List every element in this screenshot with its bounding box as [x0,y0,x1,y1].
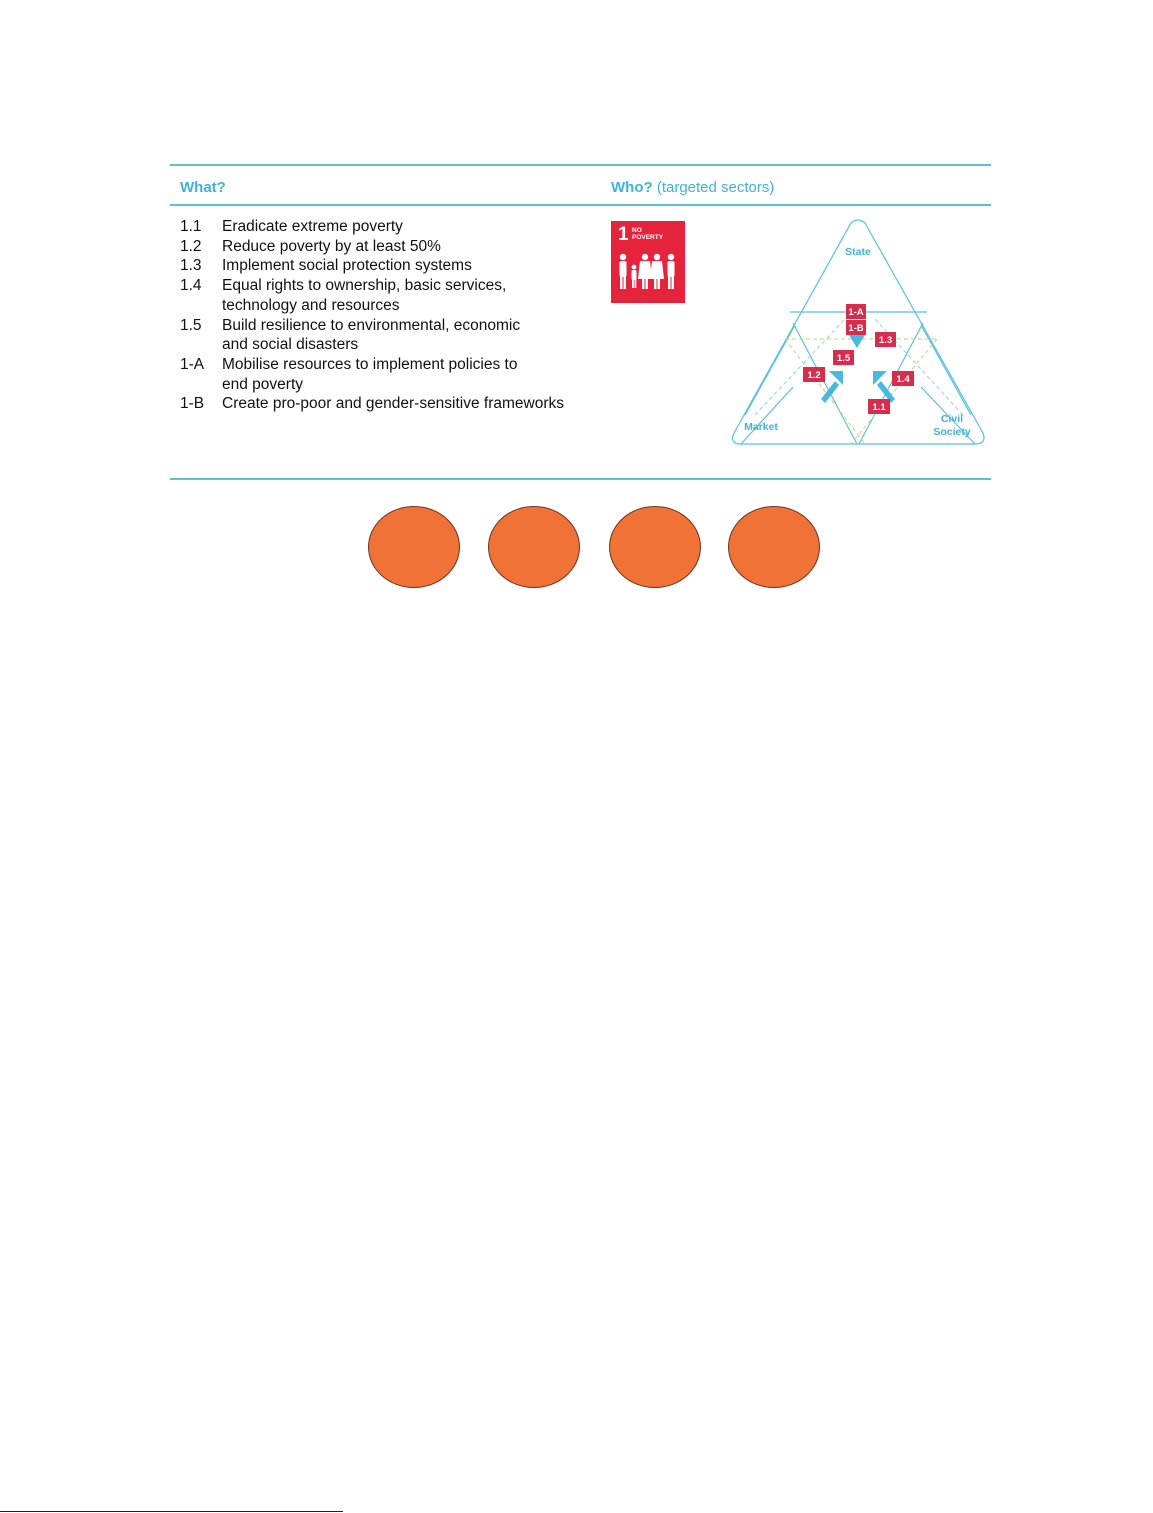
who-heading: Who? (targeted sectors) [611,179,775,196]
top-rule [170,164,991,166]
sector-society-label: Society [933,426,971,438]
orange-circle [609,506,701,588]
orange-circle [728,506,820,588]
target-item: 1-B Create pro-poor and gender-sensitive frameworks [180,395,565,413]
sector-triangle [725,215,995,455]
orange-circle [488,506,580,588]
what-heading: What? [180,179,226,196]
target-item: 1-A Mobilise resources to implement policies to end poverty [180,355,518,393]
sector-market-label: Market [744,421,778,433]
family-icon [615,251,681,297]
target-label: 1.1 [872,402,886,413]
sdg-number: 1 [618,224,629,245]
target-label: 1.2 [807,370,821,381]
arrow-down-icon [849,335,865,348]
sector-state-label: State [845,246,871,258]
bottom-rule [170,478,991,480]
target-label: 1.3 [878,335,893,346]
footnote-rule [0,1511,343,1512]
target-label: 1-B [848,323,864,334]
target-item: 1.4 Equal rights to ownership, basic services, technology and resources [180,277,507,314]
target-list [180,217,600,414]
target-item: 1.1 Eradicate extreme poverty [180,218,403,235]
target-item: 1.3 Implement social protection systems [180,257,472,275]
sdg-title: NO POVERTY [632,227,664,241]
target-item: 1.5 Build resilience to environmental, economic and social disasters [180,316,521,354]
sdg-goal-tile [611,221,685,303]
target-item: 1.2 Reduce poverty by at least 50% [180,237,441,255]
arrow-up-left-icon [873,371,895,403]
target-label: 1.5 [836,353,851,364]
target-label: 1-A [848,307,864,318]
sector-civil-label: Civil [940,413,964,425]
header-rule [170,204,991,206]
orange-circle [368,506,460,588]
target-label: 1.4 [896,374,910,385]
